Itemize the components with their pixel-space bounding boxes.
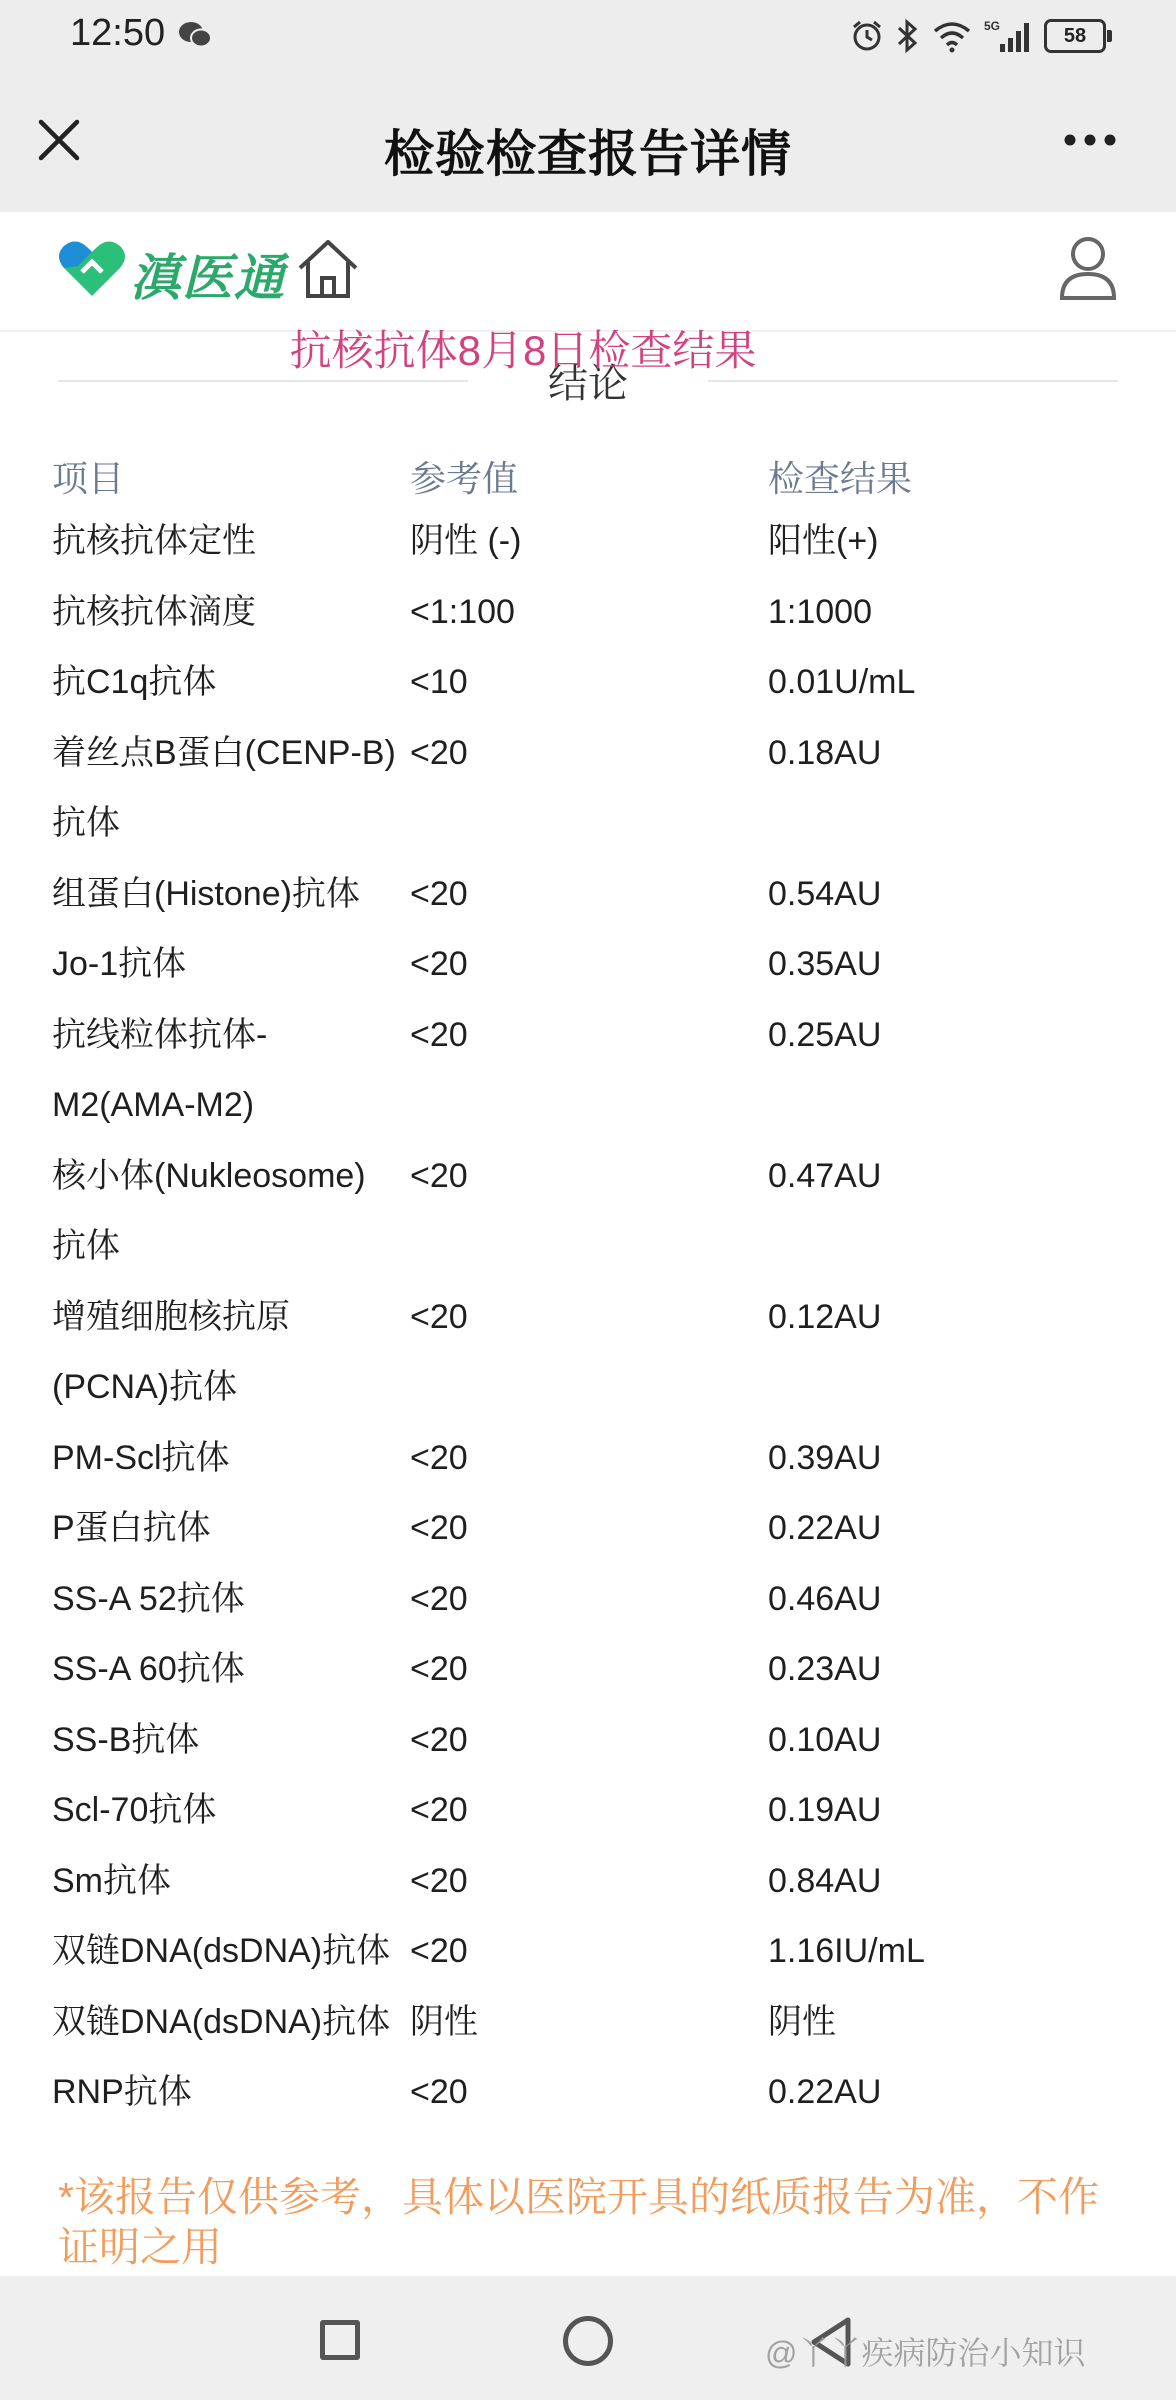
cell-item — [52, 1916, 410, 1987]
logo-heart-icon — [58, 238, 126, 298]
cell-item-line: 着丝点B蛋白(CENP-B) — [52, 733, 396, 772]
user-avatar-icon[interactable] — [1058, 234, 1118, 302]
cell-result: 0.10AU — [768, 1720, 882, 1759]
cell-result: 0.54AU — [768, 874, 882, 913]
brand-header — [0, 212, 1176, 332]
wifi-icon — [932, 19, 972, 53]
table-row — [52, 1282, 1132, 1423]
cell-result: 0.12AU — [768, 1297, 882, 1336]
cell-item — [52, 1493, 410, 1564]
cell-result: 0.01U/mL — [768, 663, 916, 701]
cell-result: 0.46AU — [768, 1579, 882, 1618]
cell-result: 1.16IU/mL — [768, 1932, 925, 1970]
cell-item — [52, 1564, 410, 1635]
report-table — [52, 446, 1132, 2128]
table-row — [52, 1916, 1132, 1987]
cell-result: 0.47AU — [768, 1156, 882, 1195]
cell-reference: <20 — [410, 2073, 468, 2111]
cell-result: 0.22AU — [768, 2073, 882, 2111]
cell-item-line: 抗体 — [52, 1227, 120, 1265]
page-title: 检验检查报告详情 — [384, 126, 792, 182]
cell-reference: <20 — [410, 1015, 468, 1054]
table-row — [52, 1775, 1132, 1846]
cell-item-line: M2(AMA-M2) — [52, 1086, 255, 1124]
header-reference: 参考值 — [410, 457, 519, 499]
cell-reference: <20 — [410, 1861, 468, 1900]
cell-item-line: 核小体(Nukleosome) — [52, 1156, 366, 1195]
cell-result: 0.84AU — [768, 1861, 882, 1900]
cell-result: 阳性(+) — [768, 522, 879, 560]
cell-result: 0.35AU — [768, 945, 882, 983]
cell-item-line: SS-B抗体 — [52, 1720, 200, 1759]
cell-reference: <20 — [410, 1509, 468, 1547]
cell-item — [52, 1705, 410, 1776]
cell-item — [52, 718, 410, 859]
cell-item-line: 双链DNA(dsDNA)抗体 — [52, 2002, 391, 2041]
table-row — [52, 1846, 1132, 1917]
signal-5g-icon — [984, 18, 1032, 54]
cell-item-line: 抗体 — [52, 804, 120, 842]
header-item: 项目 — [52, 457, 125, 499]
table-header — [52, 446, 1132, 506]
cell-reference: 阴性 (-) — [410, 522, 522, 560]
cell-item — [52, 1846, 410, 1917]
bluetooth-icon — [896, 18, 920, 54]
cell-item — [52, 1282, 410, 1423]
disclaimer: *该报告仅供参考，具体以医院开具的纸质报告为准，不作证明之用 — [58, 2174, 1099, 2270]
cell-reference: <20 — [410, 1791, 468, 1829]
cell-reference: <20 — [410, 733, 468, 772]
cell-item — [52, 859, 410, 930]
cell-item — [52, 929, 410, 1000]
cell-item — [52, 506, 410, 577]
cell-reference: <20 — [410, 1650, 468, 1688]
cell-item-line: Jo-1抗体 — [52, 945, 187, 983]
cell-item — [52, 1775, 410, 1846]
network-label: 5G — [984, 19, 1001, 33]
cell-item-line: 抗核抗体定性 — [52, 522, 256, 560]
overlay-annotation-title: 抗核抗体8月8日检查结果 — [289, 327, 757, 374]
cell-item — [52, 647, 410, 718]
cell-item-line: RNP抗体 — [52, 2073, 192, 2111]
table-row — [52, 577, 1132, 648]
cell-result: 0.22AU — [768, 1509, 882, 1547]
cell-item-line: PM-Scl抗体 — [52, 1438, 230, 1477]
cell-item-line: 抗核抗体滴度 — [52, 592, 256, 631]
cell-reference: <10 — [410, 663, 468, 701]
cell-reference: <20 — [410, 1932, 468, 1970]
cell-item-line: 增殖细胞核抗原 — [52, 1297, 290, 1336]
table-row — [52, 1493, 1132, 1564]
cell-reference: <20 — [410, 1156, 468, 1195]
cell-item-line: (PCNA)抗体 — [52, 1368, 238, 1406]
home-button[interactable] — [563, 2316, 613, 2366]
cell-result: 0.18AU — [768, 733, 882, 772]
table-row — [52, 506, 1132, 577]
battery-icon: 58 — [1044, 19, 1106, 53]
system-nav-bar — [0, 2276, 1176, 2400]
cell-item — [52, 577, 410, 648]
cell-reference: <20 — [410, 1720, 468, 1759]
cell-item — [52, 1000, 410, 1141]
brand-name: 滇医通 — [130, 250, 286, 306]
status-bar — [0, 0, 1176, 72]
table-row — [52, 2057, 1132, 2128]
header-result: 检查结果 — [768, 457, 913, 499]
cell-result: 0.25AU — [768, 1015, 882, 1054]
cell-item-line: SS-A 52抗体 — [52, 1579, 245, 1618]
table-row — [52, 859, 1132, 930]
table-row — [52, 1564, 1132, 1635]
cell-reference: <1:100 — [410, 592, 515, 631]
cell-item-line: Sm抗体 — [52, 1861, 171, 1900]
cell-result: 0.23AU — [768, 1650, 882, 1688]
cell-reference: <20 — [410, 1297, 468, 1336]
cell-result: 1:1000 — [768, 592, 872, 631]
cell-item — [52, 1987, 410, 2058]
cell-reference: 阴性 — [410, 2002, 478, 2041]
cell-item-line: 组蛋白(Histone)抗体 — [52, 874, 360, 913]
table-row — [52, 1634, 1132, 1705]
alarm-icon — [850, 19, 884, 53]
cell-result: 阴性 — [768, 2002, 836, 2041]
cell-reference: <20 — [410, 874, 468, 913]
cell-result: 0.39AU — [768, 1438, 882, 1477]
table-row — [52, 1141, 1132, 1282]
cell-item — [52, 1423, 410, 1494]
cell-reference: <20 — [410, 945, 468, 983]
cell-item-line: 双链DNA(dsDNA)抗体 — [52, 1932, 391, 1970]
cell-item-line: Scl-70抗体 — [52, 1791, 217, 1829]
table-row — [52, 647, 1132, 718]
title-bar — [0, 72, 1176, 212]
cell-item-line: 抗C1q抗体 — [52, 663, 217, 701]
cell-item-line: P蛋白抗体 — [52, 1509, 211, 1547]
cell-result: 0.19AU — [768, 1791, 882, 1829]
watermark: @丫丫疾病防治小知识 — [765, 2335, 1086, 2371]
cell-item — [52, 2057, 410, 2128]
table-row — [52, 1987, 1132, 2058]
table-row — [52, 1705, 1132, 1776]
cell-item-line: 抗线粒体抗体- — [52, 1015, 268, 1054]
table-row — [52, 1000, 1132, 1141]
cell-item-line: SS-A 60抗体 — [52, 1650, 245, 1688]
section-title: 结论 — [548, 362, 628, 406]
wechat-icon — [178, 20, 212, 50]
home-icon[interactable] — [296, 238, 360, 300]
recent-apps-button[interactable] — [320, 2320, 360, 2360]
cell-reference: <20 — [410, 1579, 468, 1618]
status-time: 12:50 — [70, 12, 166, 54]
cell-item — [52, 1141, 410, 1282]
table-row — [52, 1423, 1132, 1494]
cell-item — [52, 1634, 410, 1705]
table-row — [52, 718, 1132, 859]
table-body — [52, 506, 1132, 2128]
table-row — [52, 929, 1132, 1000]
status-icons — [850, 14, 1106, 58]
more-icon[interactable] — [1062, 132, 1118, 148]
cell-reference: <20 — [410, 1438, 468, 1477]
